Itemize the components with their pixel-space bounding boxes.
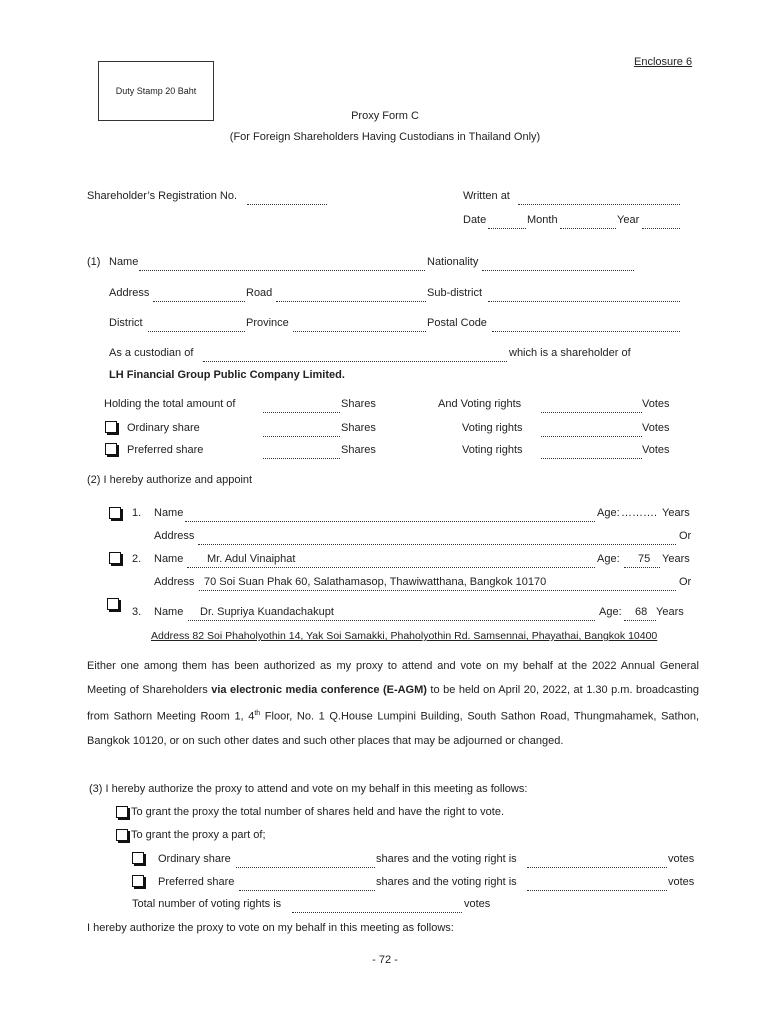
proxy3-number: 3. xyxy=(132,606,142,618)
holding-votes-label: Votes xyxy=(642,398,670,410)
proxy1-name-field[interactable] xyxy=(185,509,595,522)
section2-heading: (2) I hereby authorize and appoint xyxy=(87,474,253,486)
proxy1-number: 1. xyxy=(132,507,142,519)
ordinary-share-label: Ordinary share xyxy=(127,422,200,434)
paragraph-part2: to be held on April 20, 2022, at 1.30 p.m. broadcasting from Sathorn Meeting Room 1, 4 xyxy=(87,684,699,723)
section3-heading: (3) I hereby authorize the proxy to attend and vote on my behalf in this meeting as follows: xyxy=(89,783,528,795)
proxy3-name-value[interactable]: Dr. Supriya Kuandachakupt xyxy=(200,606,334,618)
ordinary-votes-label: Votes xyxy=(642,422,670,434)
s3-preferred-label: Preferred share xyxy=(158,876,235,888)
proxy3-years-label: Years xyxy=(656,606,684,618)
holding-label: Holding the total amount of xyxy=(104,398,236,410)
custodian-label: As a custodian of xyxy=(109,347,194,359)
address-field[interactable] xyxy=(153,289,245,302)
holding-votes-field[interactable] xyxy=(541,400,642,413)
s3-preferred-voting-label: shares and the voting right is xyxy=(376,876,517,888)
form-subtitle: (For Foreign Shareholders Having Custodians in Thailand Only) xyxy=(229,131,541,143)
subdistrict-field[interactable] xyxy=(488,289,680,302)
grant-part-label: To grant the proxy a part of; xyxy=(131,829,266,841)
total-voting-label: Total number of voting rights is xyxy=(132,898,282,910)
preferred-votes-field[interactable] xyxy=(541,446,642,459)
proxy1-age-label: Age: xyxy=(597,507,620,519)
proxy2-age-value[interactable]: 75 xyxy=(638,553,651,565)
appointment-paragraph xyxy=(87,654,699,753)
preferred-shares-label: Shares xyxy=(341,444,376,456)
paragraph-part3: Floor, No. 1 Q.House Lumpini Building, South Sathon Road, Thungmahamek, Sathon, Bangkok 10120, or on such other dates and such other places that may be adjourned or changed. xyxy=(87,710,699,747)
proxy1-address-label: Address xyxy=(154,530,195,542)
s3-ordinary-label: Ordinary share xyxy=(158,853,231,865)
subdistrict-label: Sub-district xyxy=(427,287,483,299)
grant-total-label: To grant the proxy the total number of shares held and have the right to vote. xyxy=(131,806,505,818)
registration-field[interactable] xyxy=(247,192,327,205)
proxy1-address-field[interactable] xyxy=(198,532,676,545)
s3-preferred-votes-label: votes xyxy=(668,876,695,888)
proxy2-address-value[interactable]: 70 Soi Suan Phak 60, Salathamasop, Thawiwatthana, Bangkok 10170 xyxy=(204,576,547,588)
s3-ordinary-voting-label: shares and the voting right is xyxy=(376,853,517,865)
total-votes-label: votes xyxy=(464,898,491,910)
year-label: Year xyxy=(617,214,640,226)
s3-ordinary-votes-label: votes xyxy=(668,853,695,865)
ordinary-shares-field[interactable] xyxy=(263,424,340,437)
road-field[interactable] xyxy=(276,289,426,302)
province-field[interactable] xyxy=(293,319,426,332)
month-label: Month xyxy=(527,214,558,226)
proxy3-checkbox[interactable] xyxy=(107,598,119,610)
proxy1-or-label: Or xyxy=(679,530,692,542)
nationality-field[interactable] xyxy=(482,258,634,271)
registration-label: Shareholder’s Registration No. xyxy=(87,190,238,202)
proxy2-checkbox[interactable] xyxy=(109,552,121,564)
s3-preferred-checkbox[interactable] xyxy=(132,875,144,887)
duty-stamp-label: Duty Stamp 20 Baht xyxy=(115,86,197,96)
ordinary-votes-field[interactable] xyxy=(541,424,642,437)
paragraph-sup: th xyxy=(254,710,261,717)
and-voting-label: And Voting rights xyxy=(438,398,522,410)
date-field[interactable] xyxy=(488,216,526,229)
year-field[interactable] xyxy=(642,216,680,229)
postal-code-label: Postal Code xyxy=(427,317,487,329)
grant-total-checkbox[interactable] xyxy=(116,806,128,818)
proxy3-address[interactable]: Address 82 Soi Phaholyothin 14, Yak Soi Samakki, Phaholyothin Rd. Samsennai, Phayathai, Bangkok 10400 xyxy=(151,630,658,642)
proxy2-number: 2. xyxy=(132,553,142,565)
holding-shares-label: Shares xyxy=(341,398,376,410)
s3-ordinary-checkbox[interactable] xyxy=(132,852,144,864)
proxy1-name-label: Name xyxy=(154,507,184,519)
preferred-votes-label: Votes xyxy=(642,444,670,456)
holding-shares-field[interactable] xyxy=(263,400,340,413)
company-name: LH Financial Group Public Company Limited. xyxy=(109,369,345,381)
date-label: Date xyxy=(463,214,487,226)
form-title: Proxy Form C xyxy=(351,110,419,122)
month-field[interactable] xyxy=(560,216,616,229)
page-number: - 72 - xyxy=(372,954,398,966)
proxy2-years-label: Years xyxy=(662,553,690,565)
proxy3-age-value[interactable]: 68 xyxy=(635,606,648,618)
proxy3-age-label: Age: xyxy=(599,606,622,618)
ordinary-voting-label: Voting rights xyxy=(462,422,523,434)
road-label: Road xyxy=(246,287,273,299)
ordinary-share-checkbox[interactable] xyxy=(105,421,117,433)
name-field[interactable] xyxy=(139,258,425,271)
enclosure-label: Enclosure 6 xyxy=(634,56,693,68)
preferred-voting-label: Voting rights xyxy=(462,444,523,456)
shareholder-of-label: which is a shareholder of xyxy=(509,347,631,359)
closing-statement: I hereby authorize the proxy to vote on my behalf in this meeting as follows: xyxy=(87,922,454,934)
paragraph-part1: Either one among them has been authorized as my proxy to attend and vote on my behalf at the 2022 Annual General Meeting of Shareholders xyxy=(87,660,699,696)
proxy2-name-value[interactable]: Mr. Adul Vinaiphat xyxy=(207,553,296,565)
s3-preferred-votes-field[interactable] xyxy=(527,878,667,891)
total-voting-field[interactable] xyxy=(292,900,462,913)
province-label: Province xyxy=(246,317,289,329)
section1-number: (1) xyxy=(87,256,101,268)
s3-ordinary-shares-field[interactable] xyxy=(236,855,375,868)
nationality-label: Nationality xyxy=(427,256,479,268)
s3-ordinary-votes-field[interactable] xyxy=(527,855,667,868)
proxy2-name-label: Name xyxy=(154,553,184,565)
preferred-share-label: Preferred share xyxy=(127,444,204,456)
proxy1-age-field[interactable]: ………. xyxy=(621,507,658,519)
proxy2-or-label: Or xyxy=(679,576,692,588)
grant-part-checkbox[interactable] xyxy=(116,829,128,841)
district-label: District xyxy=(109,317,143,329)
written-at-field[interactable] xyxy=(518,192,680,205)
proxy2-address-label: Address xyxy=(154,576,195,588)
preferred-shares-field[interactable] xyxy=(263,446,340,459)
postal-code-field[interactable] xyxy=(492,319,680,332)
name-label: Name xyxy=(109,256,139,268)
proxy2-age-label: Age: xyxy=(597,553,620,565)
proxy1-checkbox[interactable] xyxy=(109,507,121,519)
district-field[interactable] xyxy=(148,319,245,332)
preferred-share-checkbox[interactable] xyxy=(105,443,117,455)
address-label: Address xyxy=(109,287,150,299)
custodian-field[interactable] xyxy=(203,349,507,362)
written-at-label: Written at xyxy=(463,190,510,202)
paragraph-emedia: via electronic media conference (E-AGM) xyxy=(211,684,427,696)
ordinary-shares-label: Shares xyxy=(341,422,376,434)
proxy1-years-label: Years xyxy=(662,507,690,519)
proxy3-name-label: Name xyxy=(154,606,184,618)
s3-preferred-shares-field[interactable] xyxy=(239,878,375,891)
